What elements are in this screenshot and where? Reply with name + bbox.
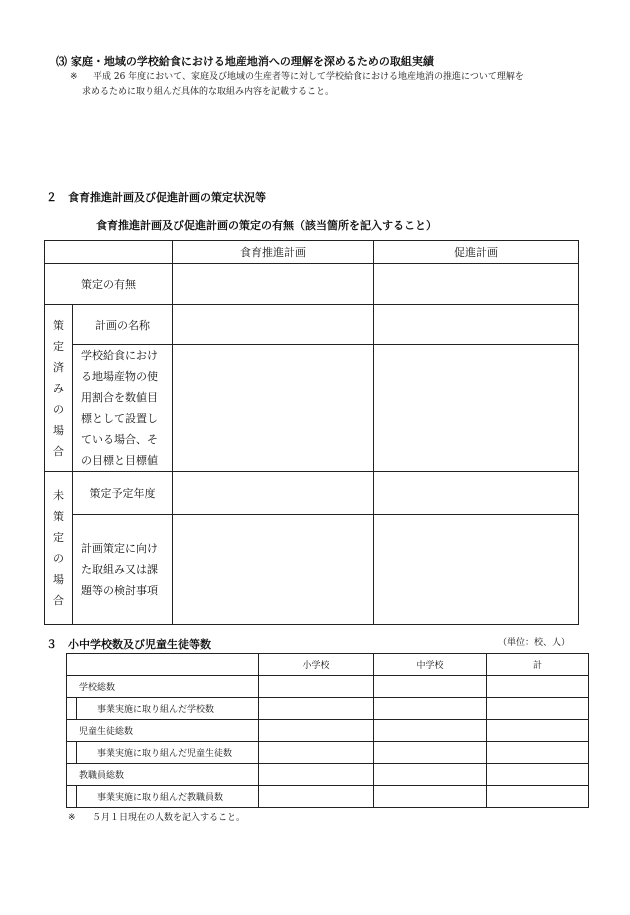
header-junior-high: 中学校	[374, 654, 487, 676]
header-shokuiku-plan: 食育推進計画	[173, 241, 374, 264]
section1-note-line1: 平成 26 年度において、家庭及び地域の生産者等に対して学校給食における地産地消の推進について理解を	[93, 72, 524, 82]
row-local-ratio-label: 学校給食におけ る地場産物の使 用割合を数値目 標として設置し ている場合、そ の目標と目標値	[73, 345, 173, 472]
staff-total-junior-high[interactable]	[374, 764, 487, 786]
header-promotion-plan: 促進計画	[374, 241, 579, 264]
staff-implemented-elementary[interactable]	[259, 786, 374, 808]
section1-title: ⑶ 家庭・地域の学校給食における地産地消への理解を深めるための取組実績	[56, 55, 434, 68]
indent-spacer	[67, 698, 77, 720]
local-ratio-cell-shokuiku[interactable]	[173, 345, 374, 472]
row-staff-implemented-label: 事業実施に取り組んだ教職員数	[77, 786, 259, 808]
section2-subtitle: 食育推進計画及び促進計画の策定の有無（該当箇所を記入すること）	[96, 219, 437, 232]
plan-name-cell-shokuiku[interactable]	[173, 305, 374, 345]
row-staff-total-label: 教職員総数	[67, 764, 259, 786]
plan-name-cell-promotion[interactable]	[374, 305, 579, 345]
group-label-not-done: 未 策 定 の 場 合	[45, 472, 73, 625]
indent-spacer	[67, 742, 77, 764]
row-student-total-label: 児童生徒総数	[67, 720, 259, 742]
section3-unit: （単位：校、人）	[498, 638, 571, 648]
planned-year-cell-promotion[interactable]	[374, 472, 579, 515]
section3-note: ５月１日現在の人数を記入すること。	[92, 813, 246, 823]
row-school-total-label: 学校総数	[67, 676, 259, 698]
local-ratio-cell-promotion[interactable]	[374, 345, 579, 472]
section1-note-line2: 求めるために取り組んだ具体的な取組み内容を記載すること。	[82, 87, 335, 97]
group-label-done: 策 定 済 み の 場 合	[45, 305, 73, 472]
plan-status-table	[44, 240, 579, 625]
efforts-cell-promotion[interactable]	[374, 515, 579, 625]
school-implemented-junior-high[interactable]	[374, 698, 487, 720]
efforts-cell-shokuiku[interactable]	[173, 515, 374, 625]
row-strategy-label: 策定の有無	[45, 264, 173, 305]
school-count-table	[66, 653, 589, 808]
school-implemented-sum[interactable]	[487, 698, 589, 720]
row-planned-year-label: 策定予定年度	[73, 472, 173, 515]
student-implemented-elementary[interactable]	[259, 742, 374, 764]
strategy-cell-promotion[interactable]	[374, 264, 579, 305]
section3-title: ３ 小中学校数及び児童生徒等数	[46, 638, 211, 651]
header-elementary: 小学校	[259, 654, 374, 676]
student-total-elementary[interactable]	[259, 720, 374, 742]
staff-total-sum[interactable]	[487, 764, 589, 786]
school-implemented-elementary[interactable]	[259, 698, 374, 720]
student-total-sum[interactable]	[487, 720, 589, 742]
corner-cell	[45, 241, 173, 264]
school-total-sum[interactable]	[487, 676, 589, 698]
section3-note-mark: ※	[68, 813, 76, 823]
student-implemented-sum[interactable]	[487, 742, 589, 764]
section1-note-mark: ※	[70, 72, 78, 82]
row-efforts-label: 計画策定に向け た取組み又は課 題等の検討事項	[73, 515, 173, 625]
row-school-implemented-label: 事業実施に取り組んだ学校数	[77, 698, 259, 720]
staff-implemented-junior-high[interactable]	[374, 786, 487, 808]
header-total: 計	[487, 654, 589, 676]
section2-title: ２ 食育推進計画及び促進計画の策定状況等	[46, 191, 266, 204]
staff-implemented-sum[interactable]	[487, 786, 589, 808]
school-total-junior-high[interactable]	[374, 676, 487, 698]
corner-cell	[67, 654, 259, 676]
school-total-elementary[interactable]	[259, 676, 374, 698]
planned-year-cell-shokuiku[interactable]	[173, 472, 374, 515]
strategy-cell-shokuiku[interactable]	[173, 264, 374, 305]
staff-total-elementary[interactable]	[259, 764, 374, 786]
row-student-implemented-label: 事業実施に取り組んだ児童生徒数	[77, 742, 259, 764]
indent-spacer	[67, 786, 77, 808]
row-plan-name-label: 計画の名称	[73, 305, 173, 345]
student-implemented-junior-high[interactable]	[374, 742, 487, 764]
student-total-junior-high[interactable]	[374, 720, 487, 742]
